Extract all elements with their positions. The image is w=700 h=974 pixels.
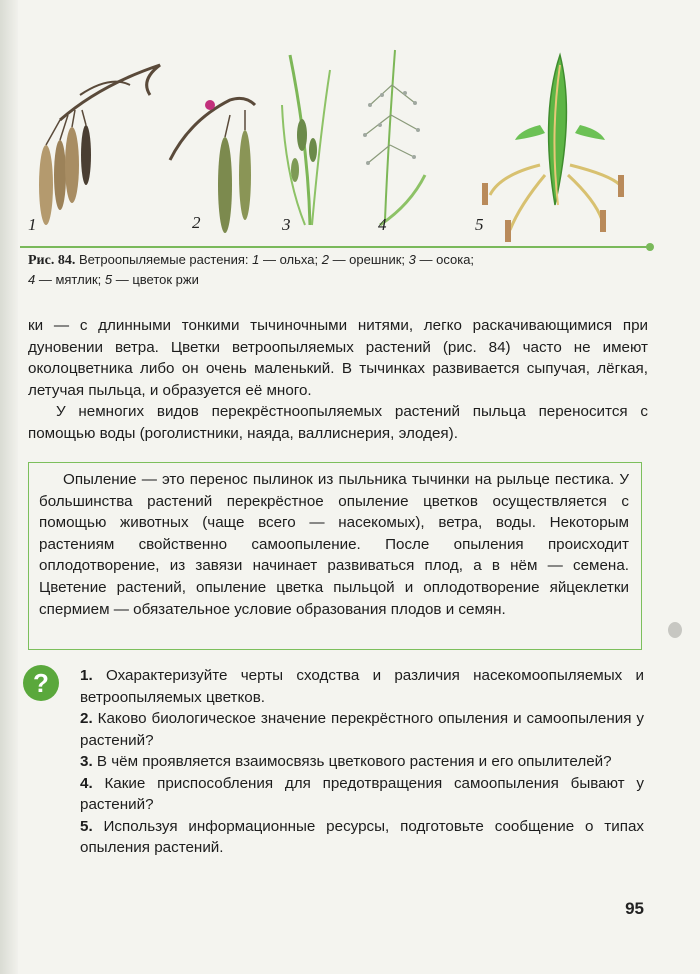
caption-intro: Ветроопыляемые растения:	[75, 252, 253, 267]
question-number: 4.	[80, 774, 93, 792]
body-text	[28, 315, 648, 444]
question-number: 1.	[80, 667, 93, 684]
paragraph-1: ки — с длинными тонкими тычиночными нитями, легко раскачивающимися при дуновении ветра. Цветки ветроопыляемых растений (рис. 84) часто не имеют околоцветника либо он очень маленький. В тычинках развивается сыпучая, лёгкая, летучая пыльца, и образуется её много.	[28, 317, 648, 399]
definition-text: Опыление — это перенос пылинок из пыльника тычинки на рыльце пестика. У большинства растений перекрёстное опыление цветков осуществляется с помощью животных (чаще всего — насекомых), ветра, воды. Некоторым растениям свойственно самоопыление. После опыления происходит оплодотворение, из завязи начинает развиваться плод, а в нём — семена. Цветение растений, опыление цветка пыльцой и оплодотворение яйцеклетки спермием — обязательное условие образования плодов и семян.	[39, 471, 629, 618]
question-text: Охарактеризуйте черты сходства и различия насекомоопыляемых и ветроопыляемых цветков.	[80, 667, 644, 706]
caption-num-3: 3	[408, 252, 416, 267]
figure-label-4: 4	[378, 215, 387, 234]
figure-caption	[28, 250, 628, 289]
caption-num-1: 1	[252, 252, 260, 267]
questions-list	[80, 665, 644, 859]
figure-wind-pollinated-plants	[20, 25, 660, 250]
figure-label-3: 3	[282, 215, 291, 234]
question-5	[80, 816, 644, 859]
rye-flower-illustration	[482, 55, 624, 242]
page-number: 95	[625, 899, 644, 918]
figure-label-1: 1	[28, 215, 37, 234]
page-spine-shadow	[0, 0, 18, 974]
question-number: 5.	[80, 817, 93, 835]
caption-item-4: — мятлик;	[35, 272, 105, 287]
svg-text:?: ?	[33, 668, 49, 698]
question-number: 2.	[80, 710, 93, 727]
paragraph-2: У немногих видов перекрёстноопыляемых растений пыльца переносится с помощью воды (роголистники, наяда, валлиснерия, элодея).	[28, 403, 648, 442]
definition-box	[28, 462, 642, 650]
figure-divider	[20, 246, 648, 248]
caption-item-5: — цветок ржи	[112, 272, 199, 287]
caption-num-4: 4	[28, 272, 36, 287]
meadow-grass-illustration	[363, 50, 425, 225]
plants-illustration	[20, 25, 660, 250]
question-2	[80, 708, 644, 751]
question-text: В чём проявляется взаимосвязь цветкового растения и его опылителей?	[92, 753, 612, 770]
caption-item-3: — осока;	[415, 252, 475, 267]
question-number: 3.	[80, 753, 93, 770]
caption-num-2: 2	[321, 252, 329, 267]
sedge-illustration	[282, 55, 330, 225]
page-blot	[668, 622, 682, 638]
figure-label-2: 2	[192, 213, 201, 232]
question-1	[80, 665, 644, 708]
hazel-illustration	[170, 98, 255, 233]
caption-item-2: — орешник;	[328, 252, 409, 267]
caption-num-5: 5	[104, 272, 113, 287]
question-4	[80, 773, 644, 816]
question-text: Какие приспособления для предотвращения самоопыления бывают у растений?	[80, 774, 644, 813]
caption-label: Рис. 84.	[28, 253, 76, 268]
question-text: Используя информационные ресурсы, подготовьте сообщение о типах опыления растений.	[80, 817, 644, 856]
alder-illustration	[39, 65, 160, 225]
question-text: Каково биологическое значение перекрёстного опыления и самоопыления у растений?	[80, 710, 644, 749]
question-3	[80, 751, 644, 773]
question-mark-icon	[22, 664, 60, 702]
figure-label-5: 5	[475, 215, 484, 234]
caption-item-1: — ольха;	[259, 252, 322, 267]
